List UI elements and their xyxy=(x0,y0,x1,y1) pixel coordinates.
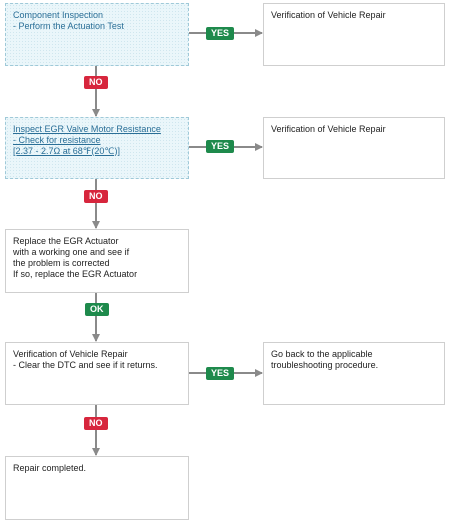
step2-yes-target-box xyxy=(263,117,445,179)
step4-yes-target-line-1: Go back to the applicable xyxy=(271,349,373,359)
step4-line-1: Verification of Vehicle Repair xyxy=(13,349,128,359)
step2-egr-motor-resistance-box[interactable] xyxy=(5,117,189,179)
step3-line-3: the problem is corrected xyxy=(13,258,110,268)
step1-yes-target-box xyxy=(263,3,445,66)
step2-line-3: [2.37 - 2.7Ω at 68℉(20℃)] xyxy=(13,146,120,156)
step2-no-badge: NO xyxy=(84,190,108,203)
step1-yes-target-line-1: Verification of Vehicle Repair xyxy=(271,10,386,20)
step1-line-2: - Perform the Actuation Test xyxy=(13,21,124,31)
step5-line-1: Repair completed. xyxy=(13,463,87,473)
step2-line-2: - Check for resistance xyxy=(13,135,101,145)
step4-line-2: - Clear the DTC and see if it returns. xyxy=(13,360,158,370)
step4-yes-badge: YES xyxy=(206,367,234,380)
step4-verification-box xyxy=(5,342,189,405)
step4-yes-target-box xyxy=(263,342,445,405)
step4-no-badge: NO xyxy=(84,417,108,430)
step3-ok-badge: OK xyxy=(85,303,109,316)
step3-line-2: with a working one and see if xyxy=(13,247,130,257)
step3-line-4: If so, replace the EGR Actuator xyxy=(13,269,138,279)
step4-yes-target-line-2: troubleshooting procedure. xyxy=(271,360,379,370)
step2-line-1: Inspect EGR Valve Motor Resistance xyxy=(13,124,161,134)
step1-no-badge: NO xyxy=(84,76,108,89)
step1-line-1: Component Inspection xyxy=(13,10,104,20)
step1-component-inspection-box xyxy=(5,3,189,66)
step3-replace-egr-actuator-box xyxy=(5,229,189,293)
step3-line-1: Replace the EGR Actuator xyxy=(13,236,119,246)
step2-yes-target-line-1: Verification of Vehicle Repair xyxy=(271,124,386,134)
step1-yes-badge: YES xyxy=(206,27,234,40)
step2-yes-badge: YES xyxy=(206,140,234,153)
step5-repair-completed-box xyxy=(5,456,189,520)
